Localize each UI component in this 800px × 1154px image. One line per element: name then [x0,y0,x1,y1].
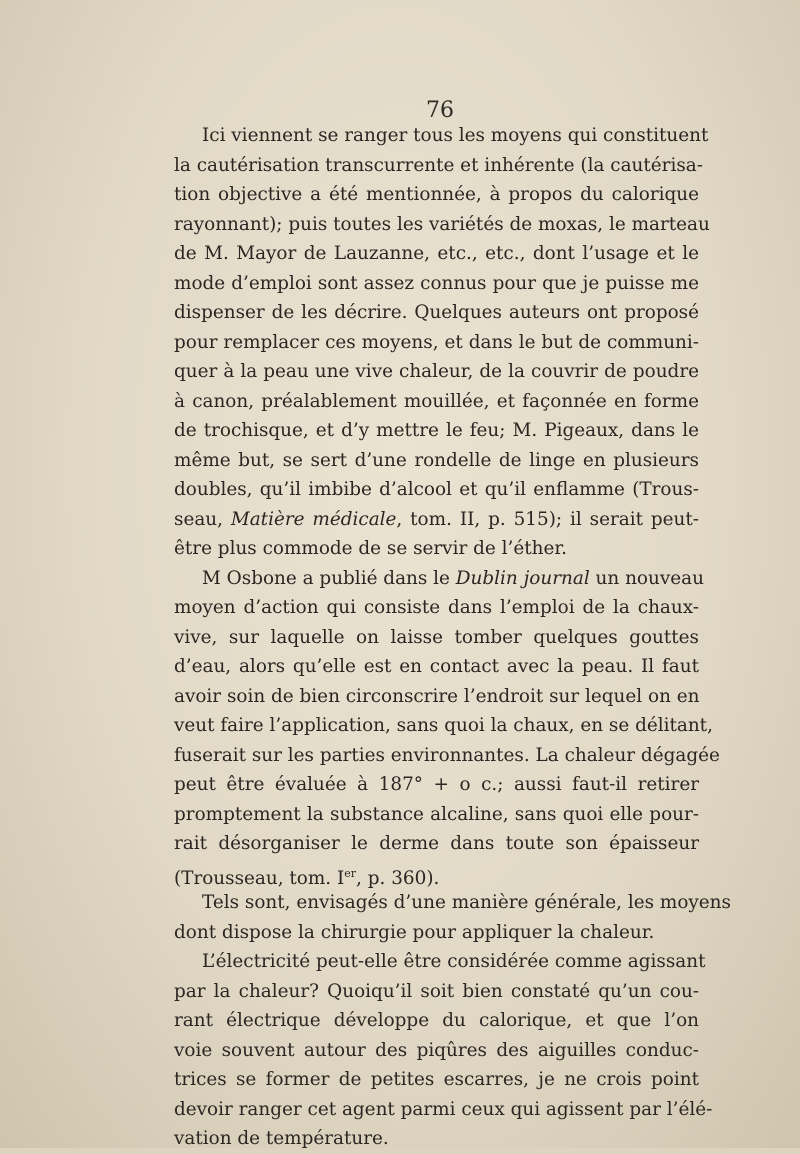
paragraph-1 [174,121,710,564]
text-line: devoir ranger cet agent parmi ceux qui agissent par l’élé- [174,1098,713,1120]
text-line: mode d’emploi sont assez connus pour que je puisse me [174,272,699,294]
text-line [174,505,699,535]
text-line: pour remplacer ces moyens, et dans le but de communi- [174,331,699,353]
text-segment: (Trousseau, tom. I [174,867,345,889]
text-segment: un nouveau [589,567,704,589]
text-line: L’électricité peut-elle être considérée comme agissant [202,951,706,972]
text-segment: , tom. II, p. 515); il serait peut- [396,508,699,530]
body-text [174,121,731,1154]
text-line: Tels sont, envisagés d’une manière générale, les moyens [202,892,731,913]
text-line: voie souvent autour des piqûres des aiguilles conduc- [174,1039,699,1061]
text-line: d’eau, alors qu’elle est en contact avec la peau. Il faut [174,656,699,677]
text-line: tion objective a été mentionnée, à propos du calorique [174,184,699,205]
text-line: à canon, préalablement mouillée, et façonnée en forme [174,390,699,412]
text-line: dispenser de les décrire. Quelques auteurs ont proposé [174,302,699,323]
paragraph-2 [174,564,720,889]
italic-title: Matière médicale [230,508,397,530]
text-line: de trochisque, et d’y mettre le feu; M. Pigeaux, dans le [174,420,699,441]
text-line [174,564,704,594]
text-line: être plus commode de se servir de l’éther. [174,538,567,559]
text-line: rant électrique développe du calorique, et que l’on [174,1010,699,1031]
text-line: par la chaleur? Quoiqu’il soit bien constaté qu’un cou- [174,980,699,1002]
text-line: rayonnant); puis toutes les variétés de moxas, le marteau [174,213,710,235]
text-line: veut faire l’application, sans quoi la chaux, en se délitant, [174,715,713,736]
text-line: la cautérisation transcurrente et inhérente (la cautérisa- [174,154,703,176]
paragraph-3 [174,888,731,947]
text-line: trices se former de petites escarres, je ne crois point [174,1069,699,1090]
text-segment: M Osbone a publié dans le [202,567,456,589]
text-line: rait désorganiser le derme dans toute son épaisseur [174,833,699,854]
text-line: avoir soin de bien circonscrire l’endroit sur lequel on en [174,685,700,707]
text-line: vive, sur laquelle on laisse tomber quelques gouttes [174,626,699,648]
text-line: vation de température. [174,1128,389,1149]
text-line: promptement la substance alcaline, sans quoi elle pour- [174,803,699,825]
text-line: quer à la peau une vive chaleur, de la couvrir de poudre [174,361,699,382]
page-number: 76 [426,98,454,123]
text-segment: , p. 360). [356,867,440,889]
paragraph-4 [174,947,713,1154]
text-line: Ici viennent se ranger tous les moyens qui constituent [202,125,709,146]
superscript: er [344,866,357,880]
text-segment: seau, [174,508,231,530]
text-line: de M. Mayor de Lauzanne, etc., etc., dont l’usage et le [174,243,699,264]
text-line: même but, se sert d’une rondelle de linge en plusieurs [174,449,699,471]
text-line: peut être évaluée à 187° + o c.; aussi faut-il retirer [174,774,699,795]
text-line [174,859,699,889]
italic-title: Dublin journal [455,567,590,589]
text-line: dont dispose la chirurgie pour appliquer la chaleur. [174,921,655,943]
text-line: moyen d’action qui consiste dans l’emploi de la chaux- [174,597,699,618]
text-line: doubles, qu’il imbibe d’alcool et qu’il enflamme (Trous- [174,479,699,500]
text-line: fuserait sur les parties environnantes. La chaleur dégagée [174,744,720,766]
